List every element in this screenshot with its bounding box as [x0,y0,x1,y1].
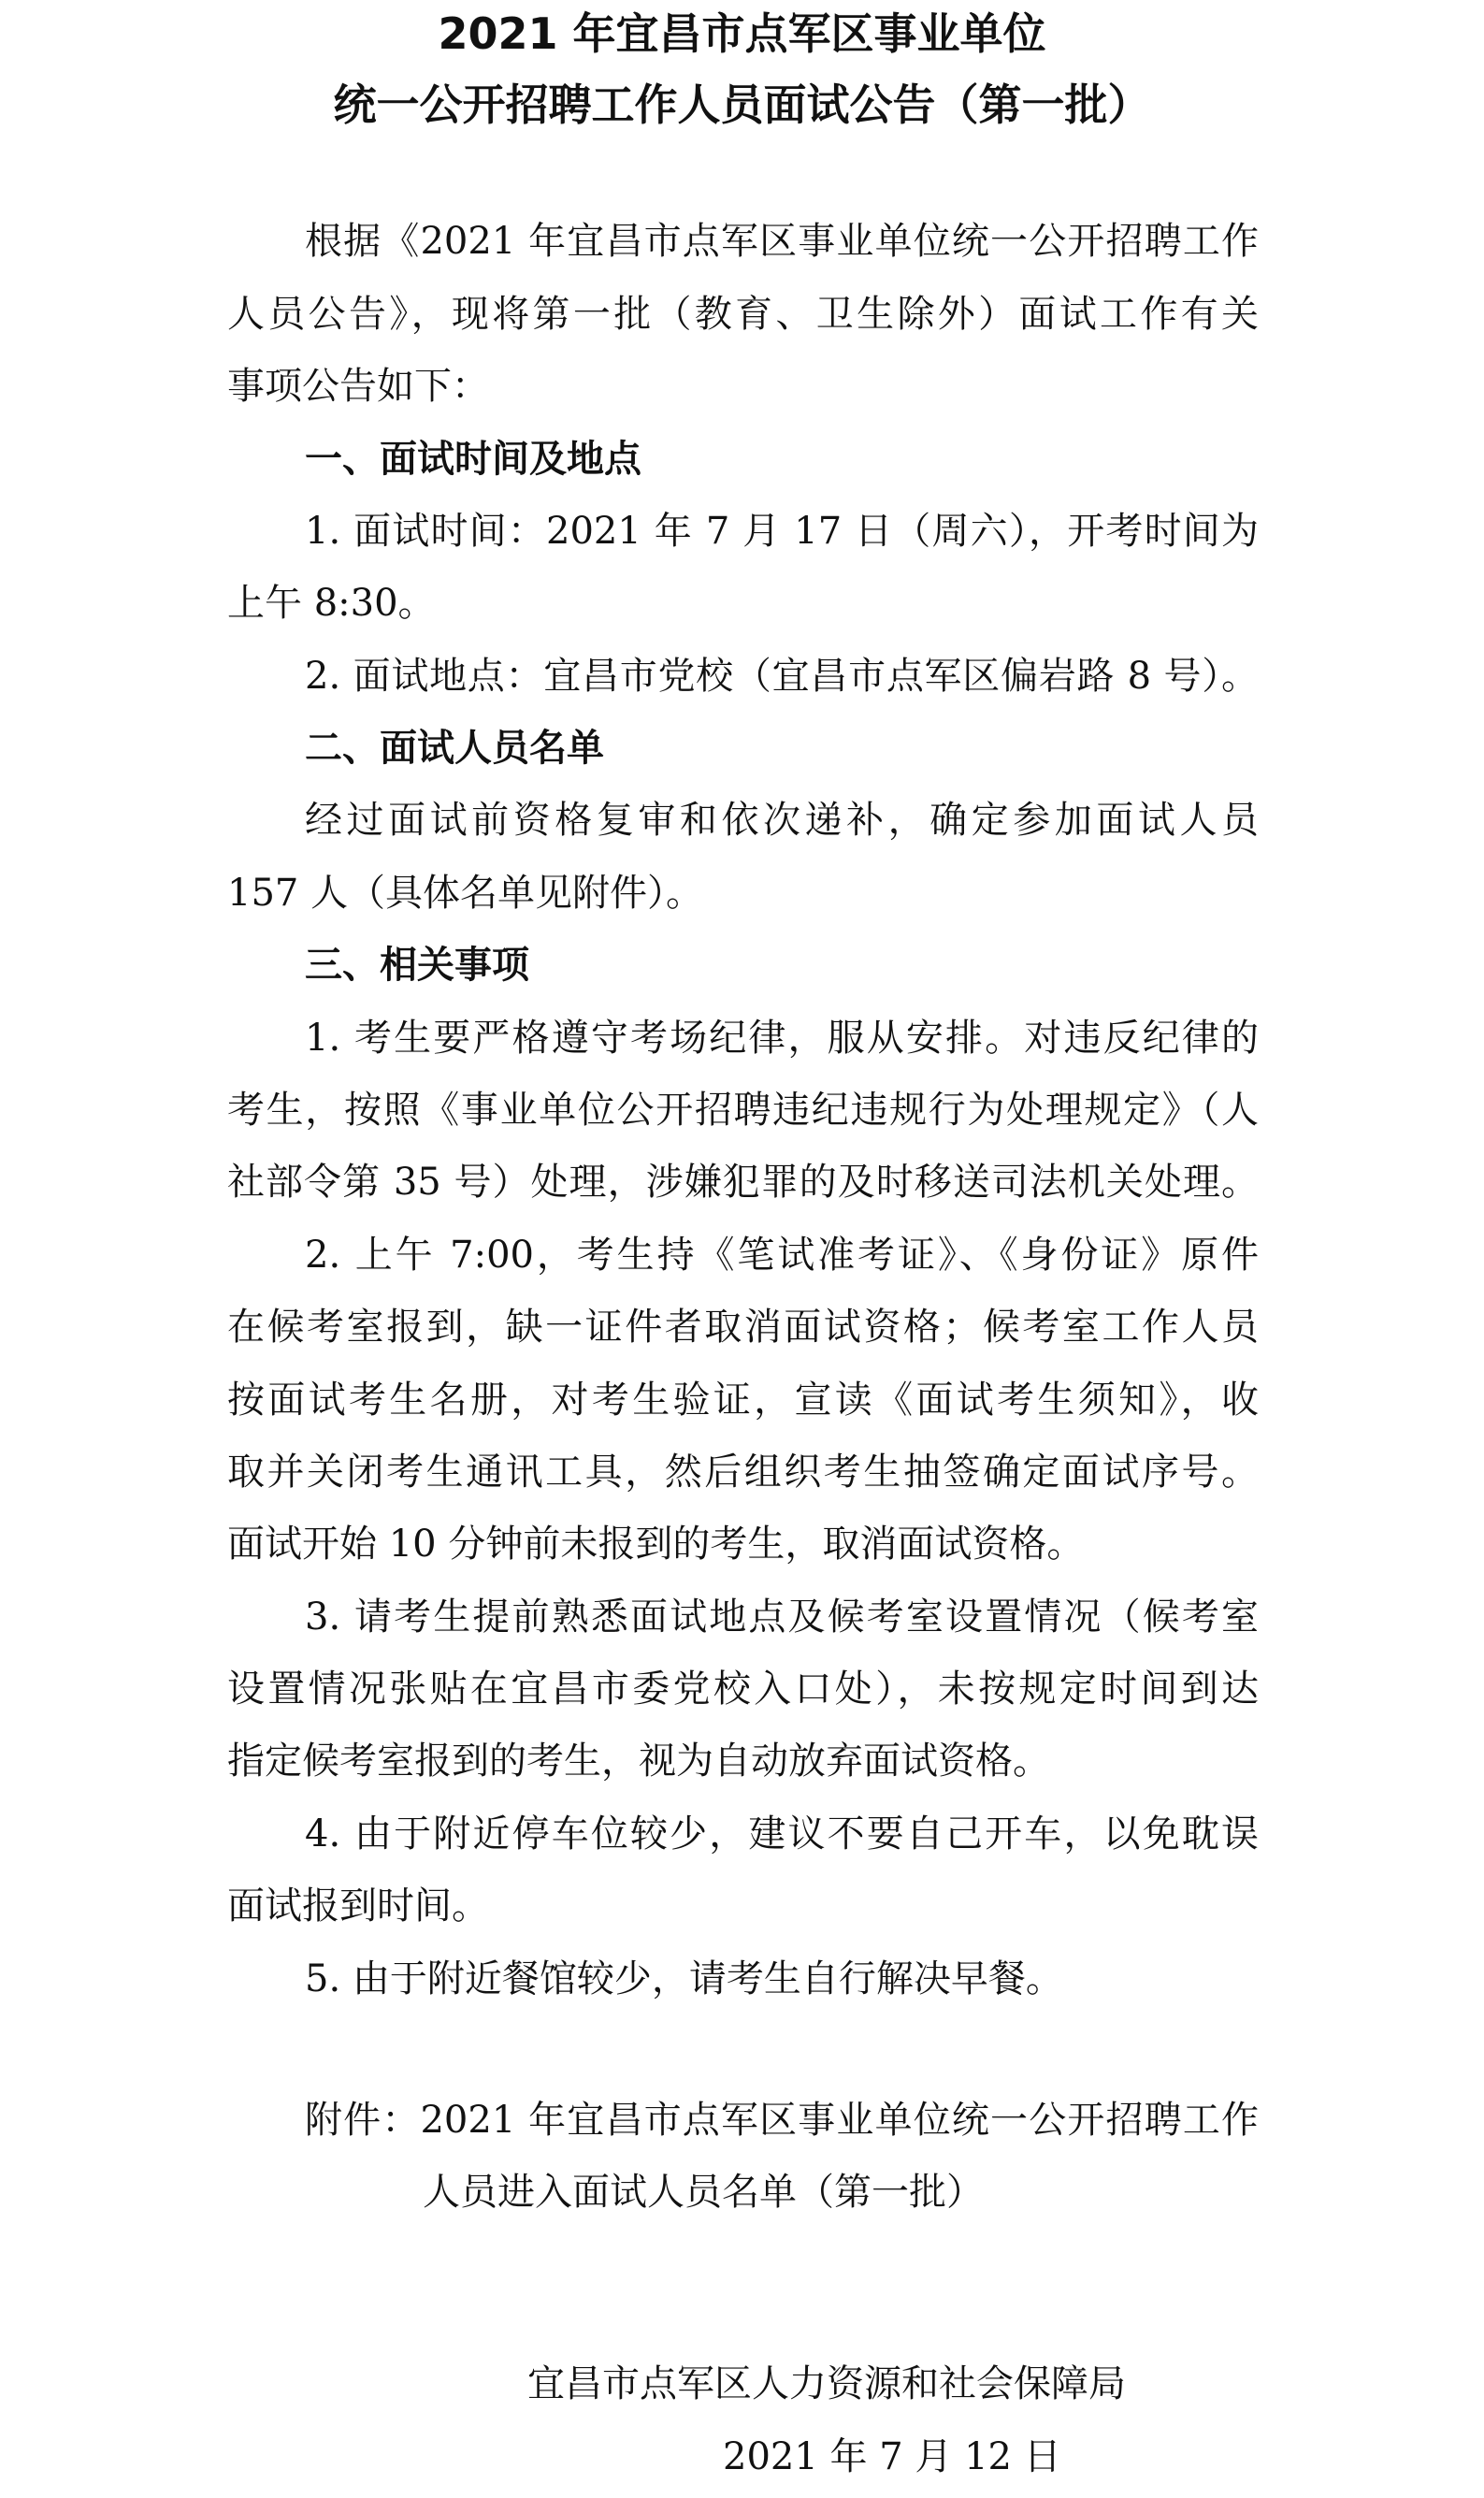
section3-item2-line-2: 在候考室报到，缺一证件者取消面试资格；候考室工作人员 [227,1306,1259,1349]
section3-item3-line-3: 指定候考室报到的考生，视为自动放弃面试资格。 [227,1740,1050,1783]
section3-item4-line-2: 面试报到时间。 [227,1884,489,1928]
section3-item1-line-1: 1. 考生要严格遵守考场纪律，服从安排。对违反纪律的 [305,1017,1259,1060]
section1-heading: 一、面试时间及地点 [305,438,641,481]
section2-para-line-1: 经过面试前资格复审和依次递补，确定参加面试人员 [305,799,1259,842]
section3-item5: 5. 由于附近餐馆较少，请考生自行解决早餐。 [305,1957,1063,2000]
title-line-2: 统一公开招聘工作人员面试公告（第一批） [333,79,1151,130]
section1-item1-line-2: 上午 8:30。 [227,582,436,625]
section3-item2-line-4: 取并关闭考生通讯工具，然后组织考生抽签确定面试序号。 [227,1451,1259,1494]
intro-line-3: 事项公告如下： [227,365,489,408]
attachment-line-2: 人员进入面试人员名单（第一批） [423,2171,984,2214]
section1-item1-line-1: 1. 面试时间：2021 年 7 月 17 日（周六），开考时间为 [305,510,1259,553]
section2-heading: 二、面试人员名单 [305,727,604,770]
section3-item4-line-1: 4. 由于附近停车位较少，建议不要自己开车，以免耽误 [305,1812,1259,1855]
section1-item2: 2. 面试地点：宜昌市党校（宜昌市点军区偏岩路 8 号）。 [305,655,1259,698]
section2-para-line-2: 157 人（具体名单见附件）。 [227,872,704,915]
section3-item2-line-3: 按面试考生名册，对考生验证，宣读《面试考生须知》，收 [227,1379,1259,1422]
signature-date: 2021 年 7 月 12 日 [723,2435,1061,2478]
section3-item1-line-2: 考生，按照《事业单位公开招聘违纪违规行为处理规定》（人 [227,1089,1259,1132]
intro-line-2: 人员公告》，现将第一批（教育、卫生除外）面试工作有关 [227,293,1259,336]
section3-heading: 三、相关事项 [305,944,529,987]
attachment-line-1: 附件：2021 年宜昌市点军区事业单位统一公开招聘工作 [305,2099,1259,2142]
section3-item2-line-1: 2. 上午 7:00，考生持《笔试准考证》、《身份证》原件 [305,1234,1259,1277]
section3-item2-line-5: 面试开始 10 分钟前未报到的考生，取消面试资格。 [227,1523,1085,1566]
section3-item3-line-2: 设置情况张贴在宜昌市委党校入口处），未按规定时间到达 [227,1668,1259,1711]
section3-item3-line-1: 3. 请考生提前熟悉面试地点及候考室设置情况（候考室 [305,1596,1259,1639]
title-line-1: 2021 年宜昌市点军区事业单位 [438,8,1046,59]
signature-org: 宜昌市点军区人力资源和社会保障局 [527,2362,1126,2405]
section3-item1-line-3: 社部令第 35 号）处理，涉嫌犯罪的及时移送司法机关处理。 [227,1161,1259,1204]
intro-line-1: 根据《2021 年宜昌市点军区事业单位统一公开招聘工作 [305,220,1259,263]
